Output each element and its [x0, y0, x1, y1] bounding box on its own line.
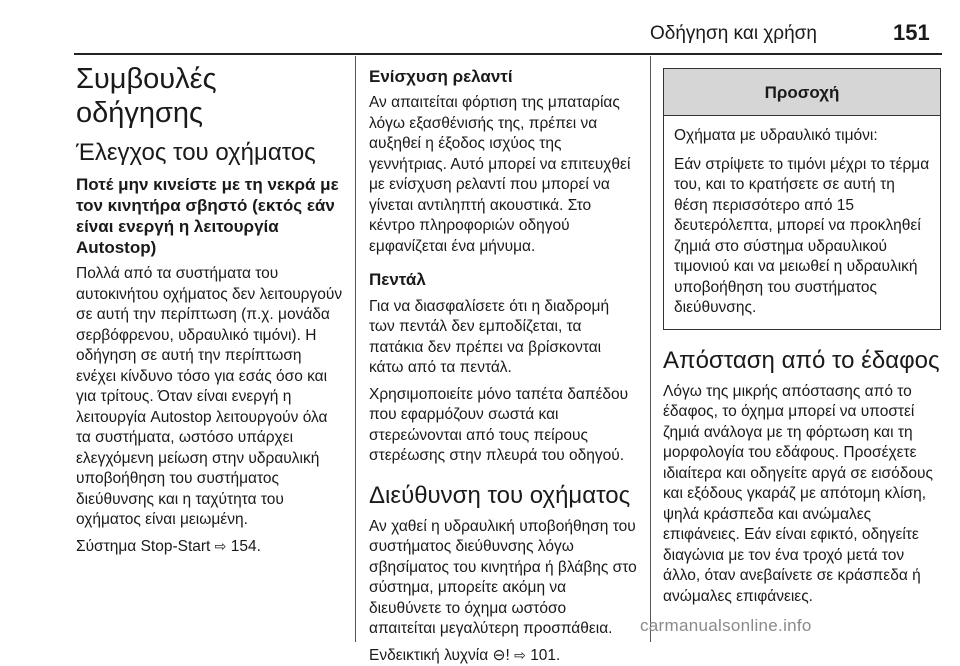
caution-paragraph-1: Οχήματα με υδραυλικό τιμόνι:	[674, 126, 930, 147]
steering-paragraph: Αν χαθεί η υδραυλική υποβοήθηση του συστήματος διεύθυνσης λόγω σβησίματος του κινητήρα ή βλάβης στο σύστημα, μπορείτε ακόμη να διευθύνετε το όχημα ωστόσο απαιτείται μεγαλύτερη προσπάθεια.	[369, 517, 637, 640]
section-heading-ground-clearance: Απόσταση από το έδαφος	[663, 346, 941, 376]
coasting-paragraph: Πολλά από τα συστήματα του αυτοκινήτου οχήματος δεν λειτουργούν σε αυτή την περίπτωση (π.χ. μονάδα σερβόφρενου, υδραυλικό τιμόνι). Η οδήγηση σε αυτή την περίπτωση ενέχει κίνδυνο τόσο για εσάς όσο και για τρίτους. Όταν είναι ενεργή η λειτουργία Autostop λειτουργούν όλα τα συστήματα, ωστόσο υπάρχει ελεγχόμενη μείωση στην υδραυλική υποβοήθηση του συστήματος διεύθυνσης και η ταχύτητα του οχήματος είναι μειωμένη.	[76, 264, 344, 531]
ground-clearance-paragraph: Λόγω της μικρής απόστασης από το έδαφος, το όχημα μπορεί να υποστεί ζημιά ανάλογα με τη φόρτωση και τη μορφολογία του εδάφους. Προσέχετε ιδιαίτερα και οδηγείτε αργά σε εισόδους και εξόδους γκαράζ με απότομη κλίση, ψηλά κράσπεδα και ανώμαλες επιφάνειες. Εάν είναι εφικτό, οδηγείτε διαγώνια με τον ένα τροχό μετά τον άλλο, όταν ανεβαίνετε σε κράσπεδα ή ανώμαλες επιφάνειες.	[663, 382, 941, 608]
idle-boost-paragraph: Αν απαιτείται φόρτιση της μπαταρίας λόγω εξασθένισής της, πρέπει να αυξηθεί η έξοδος ισχύος της γεννήτριας. Αυτό μπορεί να επιτευχθεί με ενίσχυση ρελαντί που μπορεί να γίνεται αντιληπτή ακουστικά. Στο κέντρο πληροφοριών οδηγού εμφανίζεται ένα μήνυμα.	[369, 93, 637, 257]
reference-page: 154.	[231, 538, 261, 555]
stop-start-reference	[76, 537, 344, 558]
column-divider-1	[355, 56, 356, 642]
reference-text: Ενδεικτική λυχνία	[369, 647, 488, 664]
steering-warning-icon: ⊖!	[493, 647, 510, 664]
column-1	[76, 56, 344, 557]
pedals-paragraph-2: Χρησιμοποιείτε μόνο ταπέτα δαπέδου που εφαρμόζουν σωστά και στερεώνονται από τους πείρους στερέωσης στην πλευρά του οδηγού.	[369, 385, 637, 467]
section-heading-steering: Διεύθυνση του οχήματος	[369, 481, 637, 511]
watermark: carmanualsonline.info	[640, 616, 812, 636]
column-3	[663, 56, 941, 607]
caution-box	[663, 68, 941, 330]
subheading-coasting: Ποτέ μην κινείστε με τη νεκρά με τον κινητήρα σβηστό (εκτός εάν είναι ενεργή η λειτουργία Autostop)	[76, 174, 344, 258]
pedals-paragraph-1: Για να διασφαλίσετε ότι η διαδρομή των πεντάλ δεν εμποδίζεται, τα πατάκια δεν πρέπει να βρίσκονται κάτω από τα πεντάλ.	[369, 297, 637, 379]
header-divider	[74, 53, 942, 55]
reference-text: Σύστημα Stop-Start	[76, 538, 210, 555]
caution-title: Προσοχή	[664, 69, 940, 116]
page-reference-arrow-icon: ⇨	[215, 539, 227, 555]
section-heading-vehicle-control: Έλεγχος του οχήματος	[76, 138, 344, 168]
column-divider-2	[650, 56, 651, 642]
subheading-idle-boost: Ενίσχυση ρελαντί	[369, 66, 637, 87]
page-reference-arrow-icon: ⇨	[514, 648, 526, 664]
warning-light-reference	[369, 646, 637, 666]
page-header	[0, 0, 960, 56]
section-title: Οδήγηση και χρήση	[650, 23, 817, 45]
caution-body	[664, 116, 940, 329]
caution-paragraph-2: Εάν στρίψετε το τιμόνι μέχρι το τέρμα του, και το κρατήσετε σε αυτή τη θέση περισσότερο από 15 δευτερόλεπτα, μπορεί να προκληθεί ζημιά στο σύστημα υδραυλικού τιμονιού και να μειωθεί η υδραυλική υποβοήθηση του συστήματος διεύθυνσης.	[674, 155, 930, 319]
subheading-pedals: Πεντάλ	[369, 270, 637, 291]
column-2	[369, 56, 637, 666]
page-number: 151	[893, 20, 930, 46]
chapter-heading: Συμβουλές οδήγησης	[76, 62, 344, 130]
reference-page: 101.	[530, 647, 560, 664]
